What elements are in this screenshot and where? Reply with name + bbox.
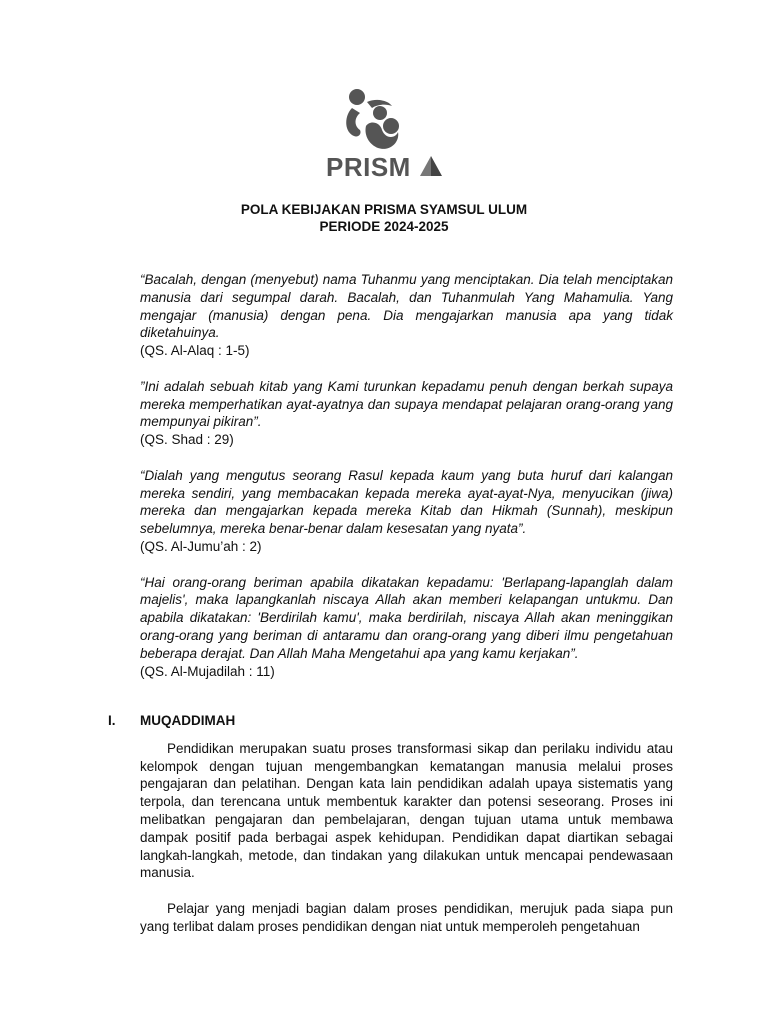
quote-text: “Bacalah, dengan (menyebut) nama Tuhanmu yang menciptakan. Dia telah menciptakan manusia dari segumpal darah. Bacalah, dan Tuhanmulah Yang Mahamulia. Yang mengajar (manusia) dengan pena. Dia mengajarkan manusia apa yang tidak diketahuinya. — [140, 272, 673, 341]
document-title — [0, 201, 768, 235]
quote-text: ”Ini adalah sebuah kitab yang Kami turunkan kepadamu penuh dengan berkah supaya mereka memperhatikan ayat-ayatnya dan supaya mendapat pelajaran orang-orang yang mempunyai pikiran”. — [140, 378, 673, 430]
section-number: I. — [108, 713, 116, 728]
body-paragraph: Pendidikan merupakan suatu proses transformasi sikap dan perilaku individu atau kelompok dengan tujuan mengembangkan kematangan manusia melalui proses pengajaran dan pelatihan. Dengan kata lain pendidikan adalah upaya sistematis yang terpola, dan terencana untuk membentuk karakter dan potensi seseorang. Proses ini melibatkan pengajaran dan pembelajaran, dengan tujuan utama untuk membawa dampak positif pada berbagai aspek kehidupan. Pendidikan dapat diartikan sebagai langkah-langkah, metode, dan tindakan yang dilakukan untuk mencapai pendewasaan manusia. — [140, 740, 673, 881]
quote-reference: (QS. Al-Mujadilah : 11) — [140, 663, 275, 679]
section-muqaddimah — [108, 712, 673, 953]
quote-reference: (QS. Shad : 29) — [140, 432, 234, 448]
quote-text: “Dialah yang mengutus seorang Rasul kepada kaum yang buta huruf dari kalangan mereka sendiri, yang membacakan kepada mereka ayat-ayat-Nya, menyucikan (jiwa) mereka dan mengajarkan kepada mereka Kitab dan Hikmah (Sunnah), meskipun sebelumnya, mereka benar-benar dalam kesesatan yang nyata”. — [140, 467, 673, 537]
quotes-block — [140, 271, 673, 698]
quote-text: “Hai orang-orang beriman apabila dikatakan kepadamu: 'Berlapang-lapanglah dalam majelis', maka lapangkanlah niscaya Allah akan memberi kelapangan untukmu. Dan apabila dikatakan: 'Berdirilah kamu', maka berdirilah, niscaya Allah akan meninggikan orang-orang yang beriman di antaramu dan orang-orang yang diberi ilmu pengetahuan beberapa derajat. Dan Allah Maha Mengetahui apa yang kamu kerjakan”. — [140, 574, 673, 661]
quote-reference: (QS. Al-Alaq : 1-5) — [140, 343, 250, 359]
quote-reference: (QS. Al-Jumu’ah : 2) — [140, 538, 262, 554]
section-title: MUQADDIMAH — [140, 713, 236, 728]
prisma-logo — [318, 86, 448, 182]
logo-text: PRISM — [326, 152, 411, 182]
prism-triangle-icon — [420, 156, 442, 178]
prisma-logo-icon — [340, 86, 414, 152]
section-heading — [108, 712, 673, 730]
title-line-2: PERIODE 2024-2025 — [319, 219, 449, 234]
body-paragraph: Pelajar yang menjadi bagian dalam proses pendidikan, merujuk pada siapa pun yang terlibat dalam proses pendidikan dengan niat untuk memperoleh pengetahuan — [140, 900, 673, 934]
title-line-1: POLA KEBIJAKAN PRISMA SYAMSUL ULUM — [240, 202, 528, 217]
